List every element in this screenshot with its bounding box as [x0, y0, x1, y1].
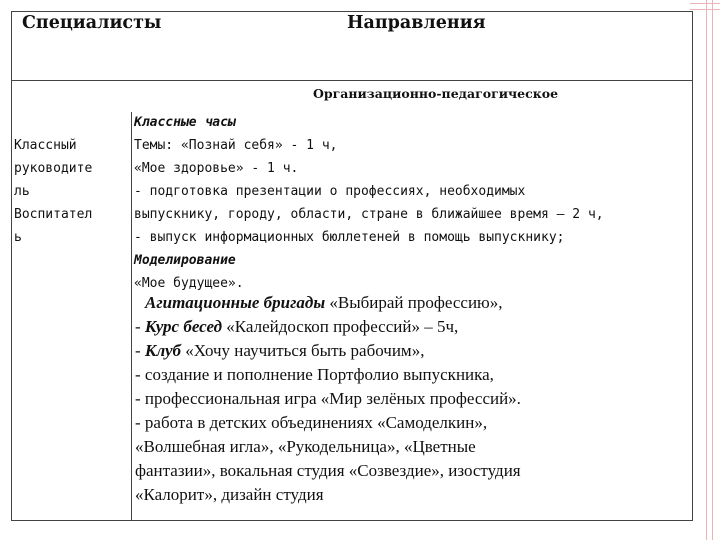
specialist-line: Воспитател	[14, 207, 93, 222]
specialist-line: ь	[14, 230, 22, 245]
modeling-title: Моделирование	[134, 253, 236, 268]
children-line: «Калорит», дизайн студия	[135, 485, 324, 504]
course-text: «Калейдоскоп профессий» – 5ч,	[222, 317, 459, 336]
table-border-top	[11, 11, 693, 12]
club-title: Клуб	[144, 341, 181, 360]
agit-title: Агитационные бригады	[145, 293, 326, 312]
directions-block-activities	[135, 291, 521, 507]
course-title: Курс бесед	[144, 317, 223, 336]
table-column-divider	[131, 112, 132, 521]
agit-text: «Выбирай профессию»,	[325, 293, 503, 312]
table-border-header	[11, 80, 693, 81]
game-line: - профессиональная игра «Мир зелёных профессий».	[135, 389, 521, 408]
portfolio-line: - создание и пополнение Портфолио выпускника,	[135, 365, 494, 384]
club-prefix: -	[135, 341, 145, 360]
topics-line: Темы: «Познай себя» - 1 ч,	[134, 138, 338, 153]
header-specialists: Специалисты	[22, 13, 162, 33]
health-line: «Мое здоровье» - 1 ч.	[134, 161, 299, 176]
specialist-line: ль	[14, 184, 30, 199]
presentation-line: - подготовка презентации о профессиях, необходимых	[134, 184, 526, 199]
presentation-line: выпускнику, городу, области, стране в ближайшее время – 2 ч,	[134, 207, 604, 222]
directions-block-classes	[134, 111, 604, 295]
specialist-line: руководите	[14, 161, 93, 176]
specialist-line: Классный	[14, 138, 77, 153]
future-line: «Мое будущее».	[134, 276, 244, 291]
classes-title: Классные часы	[134, 115, 236, 130]
club-text: «Хочу научиться быть рабочим»,	[180, 341, 425, 360]
specialists-cell	[14, 134, 92, 249]
section-title: Организационно-педагогическое	[313, 86, 559, 101]
table-border-bottom	[11, 520, 693, 521]
table-border-left	[11, 11, 12, 521]
children-line: фантазии», вокальная студия «Созвездие», изостудия	[135, 461, 521, 480]
table-border-right	[692, 11, 693, 521]
children-line: «Волшебная игла», «Рукодельница», «Цветные	[135, 437, 476, 456]
children-line: - работа в детских объединениях «Самоделкин»,	[135, 413, 488, 432]
header-directions: Направления	[347, 13, 486, 33]
bulletins-line: - выпуск информационных бюллетеней в помощь выпускнику;	[134, 230, 565, 245]
course-prefix: -	[135, 317, 145, 336]
